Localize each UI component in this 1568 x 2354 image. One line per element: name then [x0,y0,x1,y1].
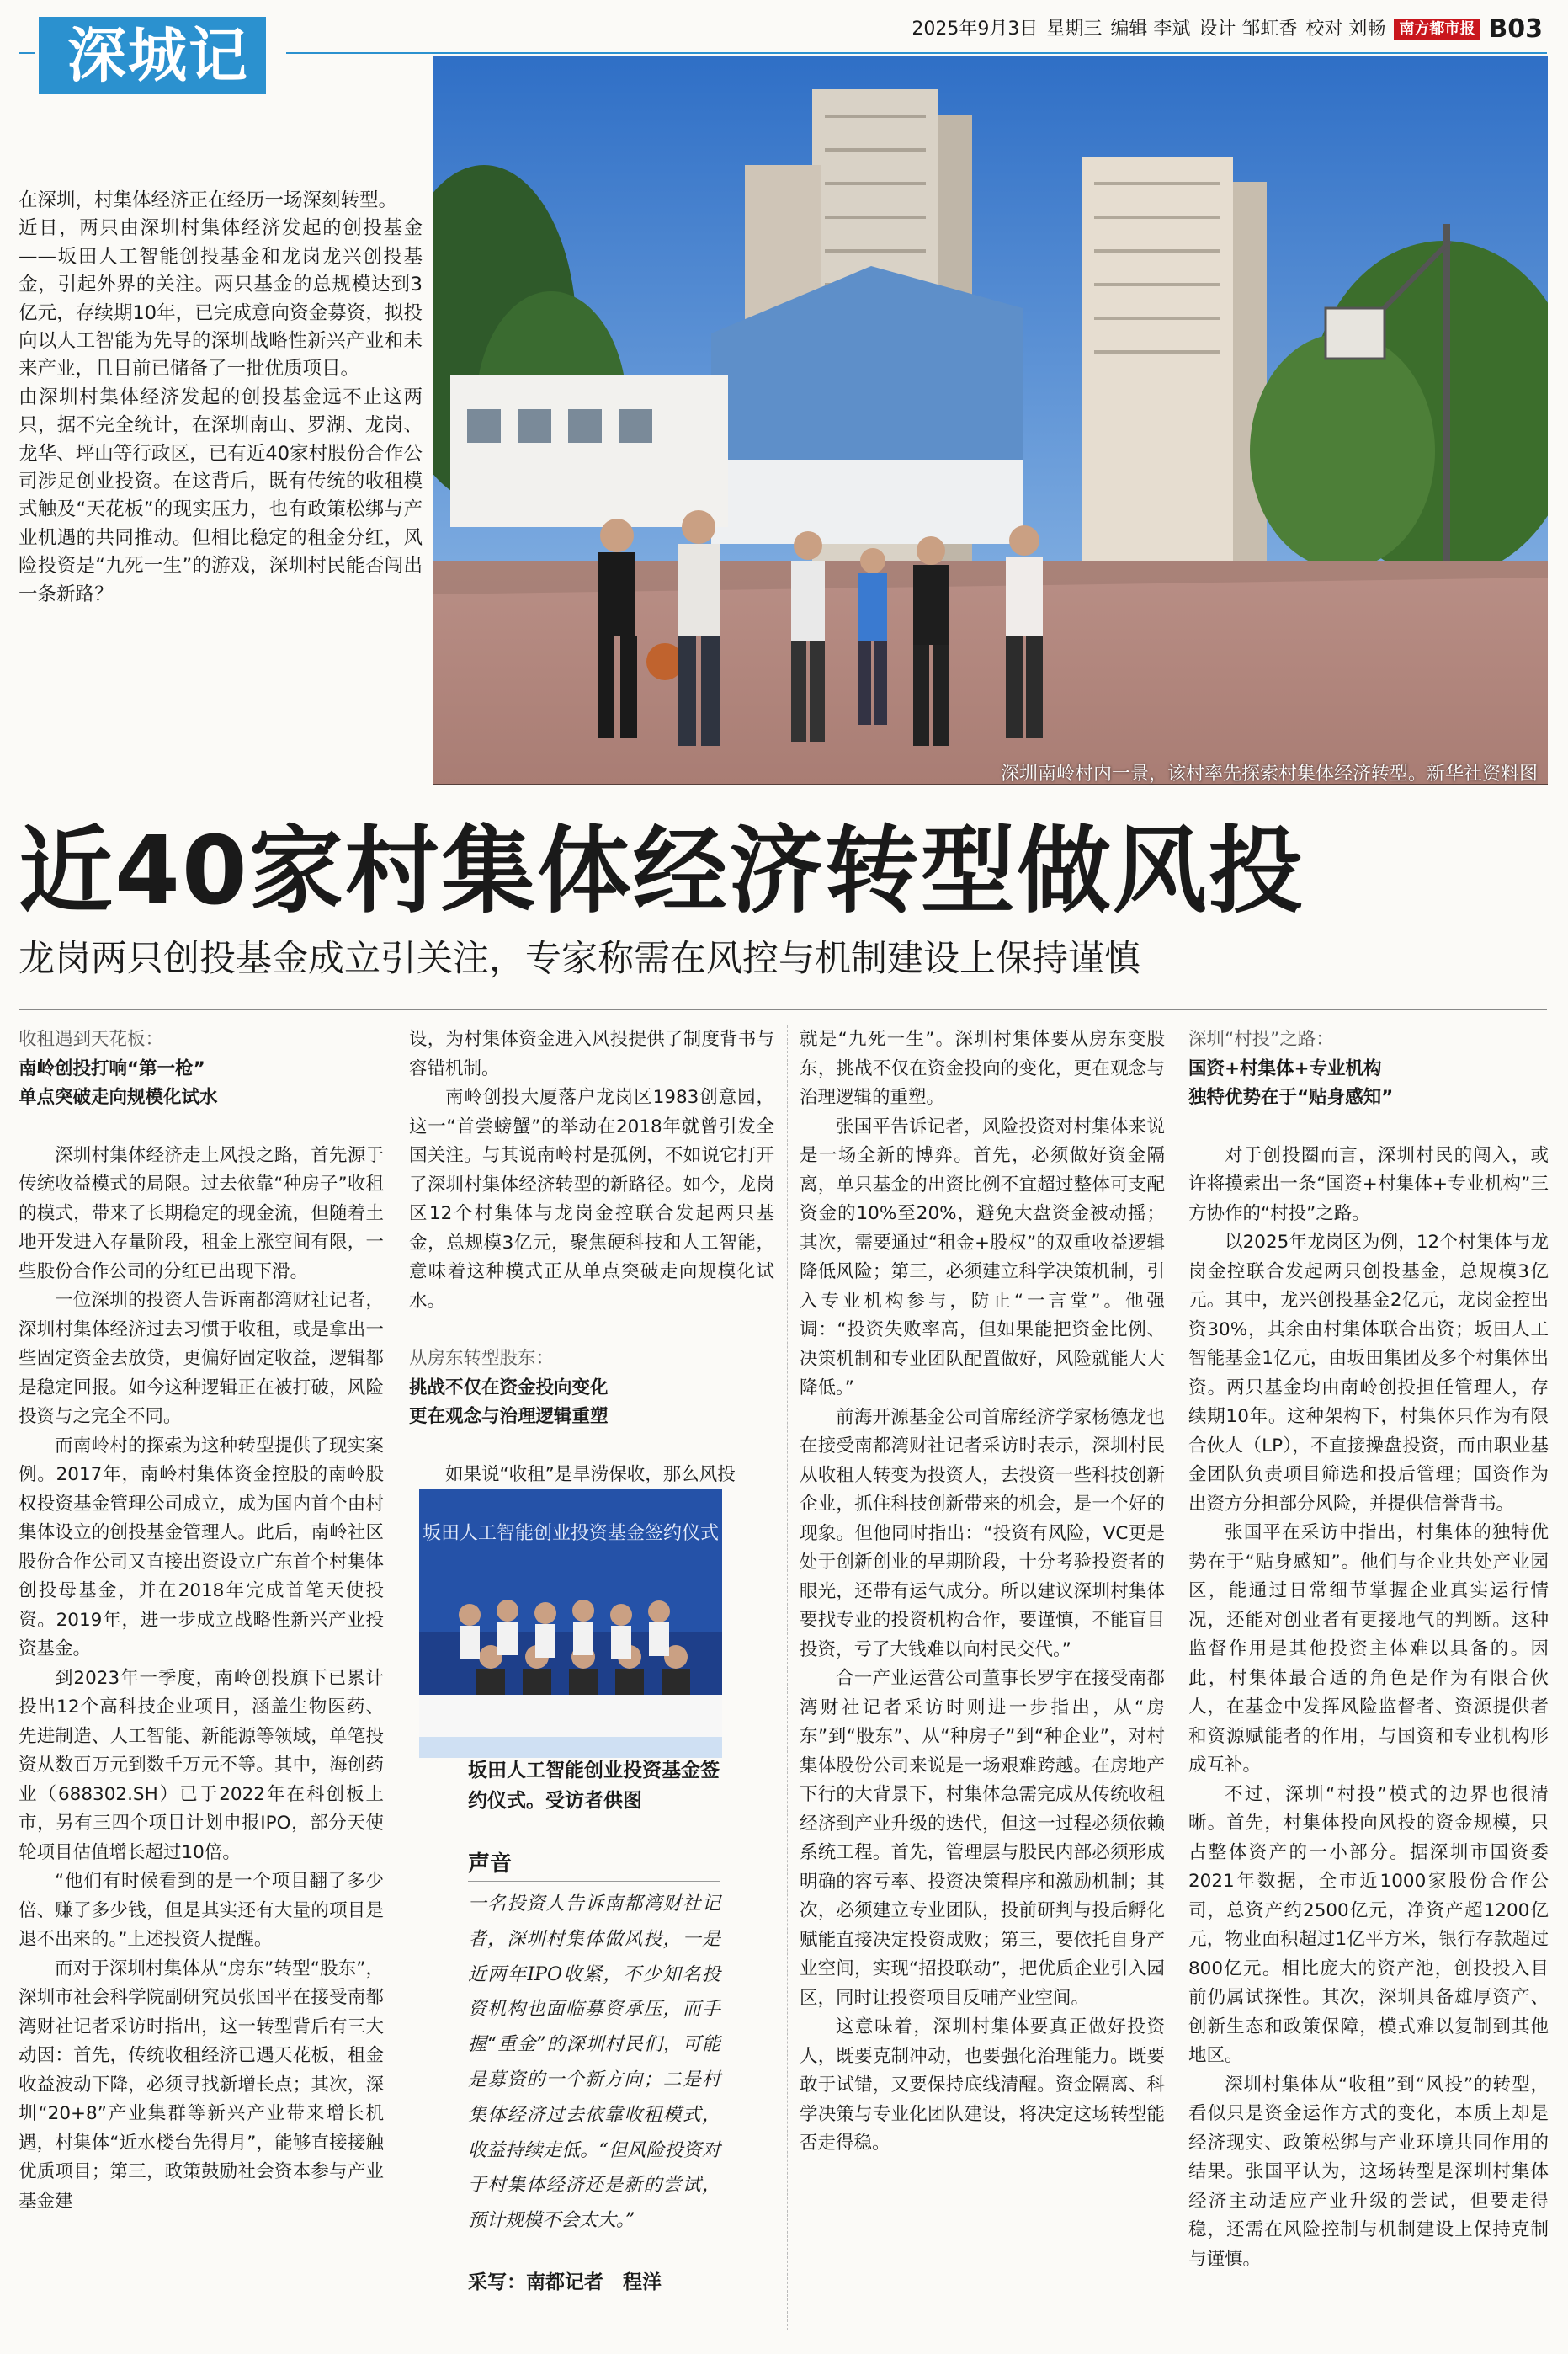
lead-paragraph: 在深圳，村集体经济正在经历一场深刻转型。 [19,189,398,211]
newspaper-logo: 南方都市报 [1394,19,1480,40]
column-divider [787,1025,788,2330]
issue-weekday: 星期三 [1046,19,1103,40]
lead-paragraph: 由深圳村集体经济发起的创投基金远不止这两只，据不完全统计，在深圳南山、罗湖、龙岗、龙华、坪山等行政区，已有近40家村股份合作公司涉足创业投资。在这背后，既有传统的收租模式触及“天花板”的现实压力，也有政策松绑与产业机遇的共同推动。但相比稳定的租金分红，风险投资是“九死一生”的游戏，深圳村民能否闯出一条新路？ [19,386,423,605]
lead-intro [19,187,423,609]
main-photo [433,56,1548,785]
section-tag: 深城记 [50,17,266,94]
body-paragraph: 就是“九死一生”。深圳村集体要从房东变股东，挑战不仅在资金投向的变化，更在观念与治理逻辑的重塑。 [800,1029,1165,1108]
photo-caption: 深圳南岭村内一景，该村率先探索村集体经济转型。新华社资料图 [1000,764,1538,785]
body-paragraph: 一位深圳的投资人告诉南都湾财社记者，深圳村集体经济过去习惯于收租，或是拿出一些固定资金去放贷，更偏好固定收益，逻辑都是稳定回报。如今这种逻辑正在被打破，风险投资与之完全不同。 [19,1290,384,1427]
section-kicker: 深圳“村投”之路： [1188,1029,1334,1050]
ceremony-banner: 坂田人工智能创业投资基金签约仪式 [422,1523,720,1544]
byline: 采写：南都记者 程洋 [468,2271,662,2293]
body-paragraph: 这意味着，深圳村集体要真正做好投资人，既要克制冲动，也要强化治理能力。既要敢于试错，又要保持底线清醒。资金隔离、科学决策与专业化团队建设，将决定这场转型能否走得稳。 [800,2016,1165,2154]
column-2 [409,1025,774,1489]
column-3 [800,1025,1165,2159]
body-paragraph: 如果说“收租”是旱涝保收，那么风投 [445,1463,736,1485]
voice-title: 声音 [468,1851,513,1877]
page-meta [912,14,1543,44]
body-paragraph: 张国平在采访中指出，村集体的独特优势在于“贴身感知”。他们与企业共处产业园区，能通过日常细节掌握企业真实运行情况，还能对创业者有更接地气的判断。这种监督作用是其他投资主体难以具备的。因此，村集体最合适的角色是作为有限合伙人，在基金中发挥风险监督者、资源提供者和资源赋能者的作用，与国资和专业机构形成互补。 [1188,1522,1549,1776]
header-rule-left [19,52,35,54]
section-subtitle: 挑战不仅在资金投向变化 [409,1377,609,1398]
voice-rule [468,1881,720,1882]
body-paragraph: 合一产业运营公司董事长罗宇在接受南都湾财社记者采访时则进一步指出，从“房东”到“股东”、从“种房子”到“种企业”，对村集体股份公司来说是一场艰难跨越。在房地产下行的大背景下，村集体急需完成从传统收租经济到产业升级的迭代，但这一过程必须依赖系统工程。首先，管理层与股民内部必须形成明确的容亏率、投资决策程序和激励机制；其次，必须建立专业团队，投前研判与投后孵化赋能直接决定投资成败；第三，要依托自身产业空间，实现“招投联动”，把优质企业引入园区，同时让投资项目反哺产业空间。 [800,1668,1165,2009]
body-paragraph: 而对于深圳村集体从“房东”转型“股东”，深圳市社会科学院副研究员张国平在接受南都湾财社记者采访时指出，这一转型背后有三大动因：首先，传统收租经济已遇天花板，租金收益波动下降，必须寻找新增长点；其次，深圳“20+8”产业集群等新兴产业带来增长机遇，村集体“近水楼台先得月”，能够直接接触优质项目；第三，政策鼓励社会资本参与产业基金建 [19,1957,384,2212]
header-rule [286,52,1547,54]
body-paragraph: 设，为村集体资金进入风投提供了制度背书与容错机制。 [409,1029,774,1079]
headline: 近40家村集体经济转型做风投 [19,817,1305,926]
body-paragraph: “他们有时候看到的是一个项目翻了多少倍、赚了多少钱，但是其实还有大量的项目是退不出来的。”上述投资人提醒。 [19,1871,384,1950]
section-kicker: 收租遇到天花板： [19,1029,164,1050]
subheadline: 龙岗两只创投基金成立引关注，专家称需在风控与机制建设上保持谨慎 [19,938,1140,980]
proof-credit: 校对 刘畅 [1305,19,1386,40]
section-kicker: 从房东转型股东： [409,1348,555,1369]
editor-credit: 编辑 李斌 [1110,19,1191,40]
section-subtitle: 独特优势在于“贴身感知” [1188,1087,1394,1108]
design-credit: 设计 邹虹香 [1199,19,1298,40]
body-paragraph: 张国平告诉记者，风险投资对村集体来说是一场全新的博弈。首先，必须做好资金隔离，单只基金的出资比例不宜超过整体可支配资金的10%至20%，避免大盘资金被动摇；其次，需要通过“租金+股权”的双重收益逻辑降低风险；第三，必须建立科学决策机制，引入专业机构参与，防止“一言堂”。他强调：“投资失败率高，但如果能把资金比例、决策机制和专业团队配置做好，风险就能大大降低。” [800,1116,1165,1398]
body-paragraph: 前海开源基金公司首席经济学家杨德龙也在接受南都湾财社记者采访时表示，深圳村民从收租人转变为投资人，去投资一些科技创新企业，抓住科技创新带来的机会，是一个好的现象。但他同时指出：“投资有风险，VC更是处于创新创业的早期阶段，十分考验投资者的眼光，还带有运气成分。所以建议深圳村集体要找专业的投资机构合作，要谨慎，不能盲目投资，亏了大钱难以向村民交代。” [800,1406,1165,1660]
inset-photo [419,1489,722,1758]
page-number: B03 [1488,14,1543,44]
body-paragraph: 深圳村集体经济走上风投之路，首先源于传统收益模式的局限。过去依靠“种房子”收租的模式，带来了长期稳定的现金流，但随着土地开发进入存量阶段，租金上涨空间有限，一些股份合作公司的分红已出现下滑。 [19,1144,384,1282]
lead-paragraph: 近日，两只由深圳村集体经济发起的创投基金——坂田人工智能创投基金和龙岗龙兴创投基金，引起外界的关注。两只基金的总规模达到3亿元，存续期10年，已完成意向资金募资，拟投向以人工智能为先导的深圳战略性新兴产业和未来产业，且目前已储备了一批优质项目。 [19,217,423,381]
voice-box [468,1849,720,2239]
body-paragraph: 南岭创投大厦落户龙岗区1983创意园，这一“首尝螃蟹”的举动在2018年就曾引发全国关注。与其说南岭村是孤例，不如说它打开了深圳村集体经济转型的新路径。如今，龙岗区12个村集体与龙岗金控联合发起两只基金，总规模3亿元，聚焦硬科技和人工智能，意味着这种模式正从单点突破走向规模化试水。 [409,1087,774,1312]
column-4 [1188,1025,1549,2274]
section-subtitle: 更在观念与治理逻辑重塑 [409,1406,609,1427]
section-subtitle: 国资+村集体+专业机构 [1188,1057,1382,1079]
section-subtitle: 单点突破走向规模化试水 [19,1087,218,1108]
headline-rule [19,1009,1547,1010]
issue-date: 2025年9月3日 [912,19,1039,40]
body-paragraph: 不过，深圳“村投”模式的边界也很清晰。首先，村集体投向风投的资金规模，只占整体资产的一小部分。据深圳市国资委2021年数据，全市近1000家股份合作公司，总资产约2500亿元，净资产超1200亿元，物业面积超过1亿平方米，银行存款超过800亿元。相比庞大的资产池，创投投入目前仍属试探性。其次，深圳具备雄厚资产、创新生态和政策保障，模式难以复制到其他地区。 [1188,1783,1549,2066]
body-paragraph: 以2025年龙岗区为例，12个村集体与龙岗金控联合发起两只创投基金，总规模3亿元。其中，龙兴创投基金2亿元，龙岗金控出资30%，其余由村集体联合出资；坂田人工智能基金1亿元，由坂田集团及多个村集体出资。两只基金均由南岭创投担任管理人，存续期10年。这种架构下，村集体只作为有限合伙人（LP），不直接操盘投资，而由职业基金团队负责项目筛选和投后管理；国资作为出资方分担部分风险，并提供信誉背书。 [1188,1232,1549,1515]
body-paragraph: 对于创投圈而言，深圳村民的闯入，或许将摸索出一条“国资+村集体+专业机构”三方协作的“村投”之路。 [1188,1144,1549,1224]
inset-caption: 坂田人工智能创业投资基金签约仪式。受访者供图 [468,1760,720,1812]
section-subtitle: 南岭创投打响“第一枪” [19,1057,205,1079]
column-1 [19,1025,384,2216]
voice-body: 一名投资人告诉南都湾财社记者，深圳村集体做风投，一是近两年IPO收紧，不少知名投资机构也面临募资承压，而手握“重金”的深圳村民们，可能是募资的一个新方向；二是村集体经济过去依靠收租模式，收益持续走低。“但风险投资对于村集体经济还是新的尝试，预计规模不会太大。” [468,1893,720,2232]
body-paragraph: 到2023年一季度，南岭创投旗下已累计投出12个高科技企业项目，涵盖生物医药、先进制造、人工智能、新能源等领域，单笔投资从数百万元到数千万元不等。其中，海创药业（688302.SH）已于2022年在科创板上市，另有三四个项目计划申报IPO，部分天使轮项目估值增长超过10倍。 [19,1667,384,1863]
body-paragraph: 深圳村集体从“收租”到“风投”的转型，看似只是资金运作方式的变化，本质上却是经济现实、政策松绑与产业环境共同作用的结果。张国平认为，这场转型是深圳村集体经济主动适应产业升级的尝试，但要走得稳，还需在风险控制与机制建设上保持克制与谨慎。 [1188,2074,1549,2270]
signing-ceremony-photo [419,1489,722,1758]
body-paragraph: 而南岭村的探索为这种转型提供了现实案例。2017年，南岭村集体资金控股的南岭股权投资基金管理公司成立，成为国内首个由村集体设立的创投基金管理人。此后，南岭社区股份合作公司又直接出资设立广东首个村集体创投母基金，并在2018年完成首笔天使投资。2019年，进一步成立战略性新兴产业投资基金。 [19,1435,384,1659]
basketball-court-photo [433,56,1548,785]
